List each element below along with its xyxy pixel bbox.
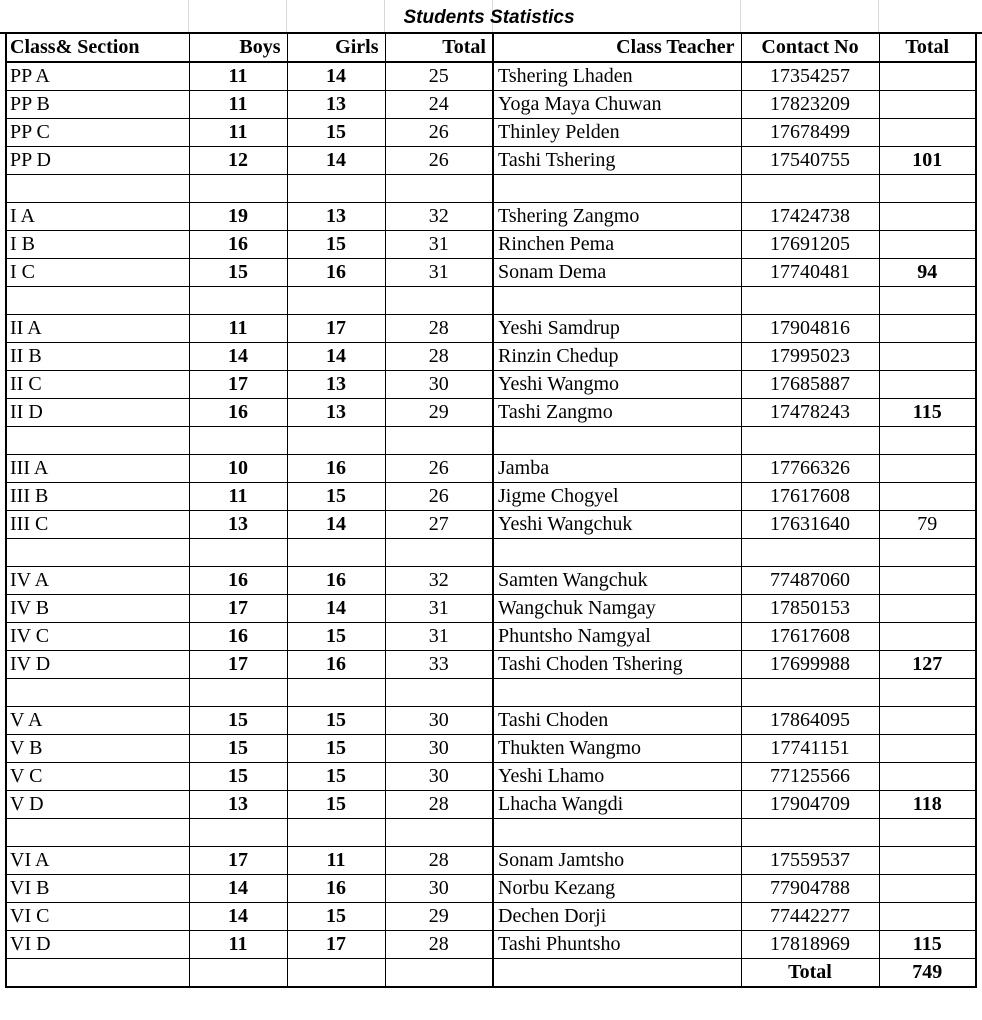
class-teacher-cell[interactable]: Tashi Choden Tshering	[493, 651, 741, 679]
contact-no-cell[interactable]: 17823209	[741, 91, 879, 119]
contact-no-cell[interactable]: 17766326	[741, 455, 879, 483]
total-cell[interactable]: 25	[385, 62, 493, 91]
group-total-cell[interactable]: 94	[879, 259, 976, 287]
class-section-cell[interactable]: V B	[6, 735, 189, 763]
class-section-cell[interactable]: V D	[6, 791, 189, 819]
boys-cell[interactable]: 10	[189, 455, 287, 483]
group-total-cell[interactable]	[879, 819, 976, 847]
table-row	[6, 651, 976, 679]
header-contact-no[interactable]: Contact No	[741, 33, 879, 63]
table-row	[6, 119, 976, 147]
total-cell[interactable]: 26	[385, 455, 493, 483]
class-teacher-cell[interactable]	[493, 959, 741, 988]
boys-cell[interactable]: 16	[189, 399, 287, 427]
group-total-cell[interactable]	[879, 175, 976, 203]
girls-cell[interactable]: 11	[287, 847, 385, 875]
table-row	[6, 399, 976, 427]
header-row	[6, 33, 976, 63]
contact-no-cell[interactable]: 17691205	[741, 231, 879, 259]
class-section-cell[interactable]: VI A	[6, 847, 189, 875]
class-section-cell[interactable]: I C	[6, 259, 189, 287]
class-section-cell[interactable]: I B	[6, 231, 189, 259]
boys-cell[interactable]: 11	[189, 931, 287, 959]
group-total-cell[interactable]: 115	[879, 399, 976, 427]
contact-no-cell[interactable]	[741, 287, 879, 315]
contact-no-cell[interactable]: 17424738	[741, 203, 879, 231]
contact-no-cell[interactable]: 17617608	[741, 623, 879, 651]
class-teacher-cell[interactable]	[493, 539, 741, 567]
class-teacher-cell[interactable]: Yoga Maya Chuwan	[493, 91, 741, 119]
total-cell[interactable]	[385, 819, 493, 847]
class-teacher-cell[interactable]: Jigme Chogyel	[493, 483, 741, 511]
table-row	[6, 595, 976, 623]
total-cell[interactable]: 28	[385, 791, 493, 819]
table-row	[6, 903, 976, 931]
class-teacher-cell[interactable]: Phuntsho Namgyal	[493, 623, 741, 651]
girls-cell[interactable]: 13	[287, 399, 385, 427]
total-cell[interactable]	[385, 679, 493, 707]
contact-no-cell[interactable]: 17559537	[741, 847, 879, 875]
class-teacher-cell[interactable]	[493, 819, 741, 847]
contact-no-cell[interactable]: 17741151	[741, 735, 879, 763]
class-teacher-cell[interactable]: Sonam Dema	[493, 259, 741, 287]
class-teacher-cell[interactable]	[493, 427, 741, 455]
boys-cell[interactable]: 11	[189, 62, 287, 91]
grand-total-value[interactable]: 749	[879, 959, 976, 988]
class-teacher-cell[interactable]: Yeshi Wangchuk	[493, 511, 741, 539]
blank-row	[6, 679, 976, 707]
contact-no-cell[interactable]: 17904816	[741, 315, 879, 343]
class-teacher-cell[interactable]: Yeshi Lhamo	[493, 763, 741, 791]
class-teacher-cell[interactable]	[493, 287, 741, 315]
group-total-cell[interactable]	[879, 875, 976, 903]
girls-cell[interactable]: 14	[287, 595, 385, 623]
group-total-cell[interactable]	[879, 62, 976, 91]
table-row	[6, 455, 976, 483]
group-total-cell[interactable]: 127	[879, 651, 976, 679]
contact-no-cell[interactable]	[741, 679, 879, 707]
header-class-section[interactable]: Class& Section	[6, 33, 189, 63]
boys-cell[interactable]: 11	[189, 91, 287, 119]
total-cell[interactable]: 28	[385, 315, 493, 343]
total-cell[interactable]: 28	[385, 847, 493, 875]
contact-no-cell[interactable]	[741, 539, 879, 567]
boys-cell[interactable]	[189, 287, 287, 315]
total-cell[interactable]	[385, 539, 493, 567]
class-section-cell[interactable]: PP D	[6, 147, 189, 175]
class-section-cell[interactable]: IV C	[6, 623, 189, 651]
class-section-cell[interactable]: PP A	[6, 62, 189, 91]
class-teacher-cell[interactable]: Tashi Zangmo	[493, 399, 741, 427]
group-total-cell[interactable]	[879, 427, 976, 455]
group-total-cell[interactable]	[879, 707, 976, 735]
class-teacher-cell[interactable]: Thinley Pelden	[493, 119, 741, 147]
class-section-cell[interactable]: VI C	[6, 903, 189, 931]
girls-cell[interactable]: 13	[287, 203, 385, 231]
girls-cell[interactable]: 16	[287, 651, 385, 679]
contact-no-cell[interactable]: 17995023	[741, 343, 879, 371]
contact-no-cell[interactable]: 17904709	[741, 791, 879, 819]
class-section-cell[interactable]: II D	[6, 399, 189, 427]
class-section-cell[interactable]	[6, 819, 189, 847]
group-total-cell[interactable]: 115	[879, 931, 976, 959]
boys-cell[interactable]: 15	[189, 763, 287, 791]
table-row	[6, 791, 976, 819]
group-total-cell[interactable]	[879, 203, 976, 231]
class-teacher-cell[interactable]: Sonam Jamtsho	[493, 847, 741, 875]
group-total-cell[interactable]: 79	[879, 511, 976, 539]
contact-no-cell[interactable]: 17617608	[741, 483, 879, 511]
class-section-cell[interactable]	[6, 959, 189, 988]
contact-no-cell[interactable]: 17540755	[741, 147, 879, 175]
class-teacher-cell[interactable]: Samten Wangchuk	[493, 567, 741, 595]
table-row	[6, 931, 976, 959]
total-cell[interactable]: 30	[385, 763, 493, 791]
boys-cell[interactable]	[189, 819, 287, 847]
total-cell[interactable]: 32	[385, 203, 493, 231]
girls-cell[interactable]: 15	[287, 791, 385, 819]
girls-cell[interactable]: 15	[287, 903, 385, 931]
class-section-cell[interactable]	[6, 287, 189, 315]
class-teacher-cell[interactable]: Tashi Tshering	[493, 147, 741, 175]
contact-no-cell[interactable]: 77487060	[741, 567, 879, 595]
table-row	[6, 343, 976, 371]
table-row	[6, 371, 976, 399]
class-teacher-cell[interactable]: Tashi Choden	[493, 707, 741, 735]
total-cell[interactable]: 26	[385, 483, 493, 511]
group-total-cell[interactable]	[879, 315, 976, 343]
group-total-cell[interactable]	[879, 539, 976, 567]
class-section-cell[interactable]: VI D	[6, 931, 189, 959]
class-teacher-cell[interactable]: Rinzin Chedup	[493, 343, 741, 371]
boys-cell[interactable]: 19	[189, 203, 287, 231]
girls-cell[interactable]: 15	[287, 735, 385, 763]
boys-cell[interactable]: 11	[189, 315, 287, 343]
class-teacher-cell[interactable]: Norbu Kezang	[493, 875, 741, 903]
boys-cell[interactable]	[189, 539, 287, 567]
contact-no-cell[interactable]	[741, 427, 879, 455]
boys-cell[interactable]: 15	[189, 735, 287, 763]
class-section-cell[interactable]: III B	[6, 483, 189, 511]
girls-cell[interactable]: 16	[287, 259, 385, 287]
girls-cell[interactable]: 16	[287, 875, 385, 903]
group-total-cell[interactable]	[879, 119, 976, 147]
total-cell[interactable]: 30	[385, 707, 493, 735]
boys-cell[interactable]: 16	[189, 567, 287, 595]
total-cell[interactable]: 32	[385, 567, 493, 595]
header-total[interactable]: Total	[385, 33, 493, 63]
class-section-cell[interactable]: II C	[6, 371, 189, 399]
contact-no-cell[interactable]: 77442277	[741, 903, 879, 931]
group-total-cell[interactable]	[879, 91, 976, 119]
girls-cell[interactable]: 14	[287, 62, 385, 91]
total-cell[interactable]	[385, 287, 493, 315]
table-row	[6, 315, 976, 343]
class-section-cell[interactable]	[6, 427, 189, 455]
class-section-cell[interactable]	[6, 539, 189, 567]
group-total-cell[interactable]: 101	[879, 147, 976, 175]
group-total-cell[interactable]	[879, 903, 976, 931]
contact-no-cell[interactable]: 17818969	[741, 931, 879, 959]
girls-cell[interactable]: 16	[287, 455, 385, 483]
table-row	[6, 62, 976, 91]
boys-cell[interactable]: 13	[189, 511, 287, 539]
class-section-cell[interactable]: II A	[6, 315, 189, 343]
class-section-cell[interactable]: V A	[6, 707, 189, 735]
girls-cell[interactable]: 17	[287, 315, 385, 343]
group-total-cell[interactable]	[879, 735, 976, 763]
girls-cell[interactable]: 17	[287, 931, 385, 959]
girls-cell[interactable]	[287, 679, 385, 707]
contact-no-cell[interactable]: 17354257	[741, 62, 879, 91]
total-cell[interactable]: 29	[385, 903, 493, 931]
boys-cell[interactable]: 17	[189, 847, 287, 875]
girls-cell[interactable]	[287, 175, 385, 203]
class-section-cell[interactable]: IV B	[6, 595, 189, 623]
table-row	[6, 623, 976, 651]
blank-row	[6, 427, 976, 455]
class-section-cell[interactable]: IV A	[6, 567, 189, 595]
boys-cell[interactable]: 14	[189, 343, 287, 371]
contact-no-cell[interactable]: 17864095	[741, 707, 879, 735]
class-teacher-cell[interactable]: Thukten Wangmo	[493, 735, 741, 763]
title-row	[0, 3, 982, 34]
girls-cell[interactable]: 15	[287, 119, 385, 147]
group-total-cell[interactable]	[879, 455, 976, 483]
contact-no-cell[interactable]: 17740481	[741, 259, 879, 287]
total-cell[interactable]: 31	[385, 595, 493, 623]
contact-no-cell[interactable]: 17678499	[741, 119, 879, 147]
boys-cell[interactable]: 17	[189, 595, 287, 623]
girls-cell[interactable]: 15	[287, 623, 385, 651]
boys-cell[interactable]	[189, 427, 287, 455]
girls-cell[interactable]	[287, 539, 385, 567]
girls-cell[interactable]: 14	[287, 511, 385, 539]
group-total-cell[interactable]	[879, 371, 976, 399]
table-row	[6, 735, 976, 763]
grand-total-label[interactable]: Total	[741, 959, 879, 988]
class-teacher-cell[interactable]	[493, 175, 741, 203]
group-total-cell[interactable]	[879, 483, 976, 511]
boys-cell[interactable]: 11	[189, 119, 287, 147]
total-cell[interactable]: 28	[385, 343, 493, 371]
class-teacher-cell[interactable]: Dechen Dorji	[493, 903, 741, 931]
group-total-cell[interactable]	[879, 763, 976, 791]
boys-cell[interactable]	[189, 959, 287, 988]
boys-cell[interactable]: 13	[189, 791, 287, 819]
girls-cell[interactable]: 14	[287, 147, 385, 175]
table-row	[6, 203, 976, 231]
girls-cell[interactable]: 13	[287, 371, 385, 399]
table-row	[6, 847, 976, 875]
girls-cell[interactable]: 16	[287, 567, 385, 595]
boys-cell[interactable]: 17	[189, 651, 287, 679]
girls-cell[interactable]: 15	[287, 763, 385, 791]
table-row	[6, 511, 976, 539]
contact-no-cell[interactable]: 17631640	[741, 511, 879, 539]
class-section-cell[interactable]	[6, 175, 189, 203]
class-section-cell[interactable]: III A	[6, 455, 189, 483]
girls-cell[interactable]	[287, 959, 385, 988]
grand-total-row	[6, 959, 976, 988]
table-row	[6, 567, 976, 595]
table-row	[6, 231, 976, 259]
class-section-cell[interactable]: PP B	[6, 91, 189, 119]
boys-cell[interactable]: 14	[189, 875, 287, 903]
contact-no-cell[interactable]	[741, 819, 879, 847]
girls-cell[interactable]: 15	[287, 707, 385, 735]
total-cell[interactable]	[385, 175, 493, 203]
class-section-cell[interactable]: II B	[6, 343, 189, 371]
group-total-cell[interactable]	[879, 231, 976, 259]
header-group-total[interactable]: Total	[879, 33, 976, 63]
table-row	[6, 147, 976, 175]
table-row	[6, 91, 976, 119]
girls-cell[interactable]	[287, 819, 385, 847]
class-teacher-cell[interactable]: Rinchen Pema	[493, 231, 741, 259]
total-cell[interactable]: 33	[385, 651, 493, 679]
sheet-title[interactable]: Students Statistics	[403, 7, 575, 28]
blank-row	[6, 539, 976, 567]
class-teacher-cell[interactable]: Tshering Zangmo	[493, 203, 741, 231]
group-total-cell[interactable]	[879, 847, 976, 875]
class-teacher-cell[interactable]: Wangchuk Namgay	[493, 595, 741, 623]
group-total-cell[interactable]	[879, 287, 976, 315]
boys-cell[interactable]: 14	[189, 903, 287, 931]
total-cell[interactable]: 31	[385, 623, 493, 651]
class-section-cell[interactable]: PP C	[6, 119, 189, 147]
girls-cell[interactable]: 15	[287, 483, 385, 511]
statistics-table	[5, 32, 977, 988]
total-cell[interactable]: 31	[385, 259, 493, 287]
total-cell[interactable]: 30	[385, 875, 493, 903]
girls-cell[interactable]: 15	[287, 231, 385, 259]
contact-no-cell[interactable]: 17685887	[741, 371, 879, 399]
total-cell[interactable]: 26	[385, 119, 493, 147]
boys-cell[interactable]: 16	[189, 231, 287, 259]
boys-cell[interactable]	[189, 679, 287, 707]
group-total-cell[interactable]	[879, 679, 976, 707]
table-row	[6, 259, 976, 287]
header-boys[interactable]: Boys	[189, 33, 287, 63]
girls-cell[interactable]	[287, 287, 385, 315]
class-teacher-cell[interactable]: Lhacha Wangdi	[493, 791, 741, 819]
contact-no-cell[interactable]: 17699988	[741, 651, 879, 679]
girls-cell[interactable]	[287, 427, 385, 455]
contact-no-cell[interactable]: 77125566	[741, 763, 879, 791]
boys-cell[interactable]: 12	[189, 147, 287, 175]
contact-no-cell[interactable]: 77904788	[741, 875, 879, 903]
header-girls[interactable]: Girls	[287, 33, 385, 63]
boys-cell[interactable]	[189, 175, 287, 203]
class-teacher-cell[interactable]: Yeshi Wangmo	[493, 371, 741, 399]
total-cell[interactable]	[385, 959, 493, 988]
contact-no-cell[interactable]: 17478243	[741, 399, 879, 427]
class-teacher-cell[interactable]: Tshering Lhaden	[493, 62, 741, 91]
blank-row	[6, 175, 976, 203]
girls-cell[interactable]: 14	[287, 343, 385, 371]
total-cell[interactable]: 27	[385, 511, 493, 539]
table-row	[6, 707, 976, 735]
girls-cell[interactable]: 13	[287, 91, 385, 119]
class-section-cell[interactable]: VI B	[6, 875, 189, 903]
class-teacher-cell[interactable]	[493, 679, 741, 707]
table-row	[6, 875, 976, 903]
class-section-cell[interactable]: V C	[6, 763, 189, 791]
group-total-cell[interactable]	[879, 343, 976, 371]
total-cell[interactable]: 31	[385, 231, 493, 259]
blank-row	[6, 287, 976, 315]
boys-cell[interactable]: 16	[189, 623, 287, 651]
boys-cell[interactable]: 15	[189, 259, 287, 287]
contact-no-cell[interactable]: 17850153	[741, 595, 879, 623]
blank-row	[6, 819, 976, 847]
class-teacher-cell[interactable]: Tashi Phuntsho	[493, 931, 741, 959]
group-total-cell[interactable]: 118	[879, 791, 976, 819]
group-total-cell[interactable]	[879, 623, 976, 651]
class-teacher-cell[interactable]: Jamba	[493, 455, 741, 483]
table-row	[6, 483, 976, 511]
group-total-cell[interactable]	[879, 567, 976, 595]
class-section-cell[interactable]: III C	[6, 511, 189, 539]
class-section-cell[interactable]: IV D	[6, 651, 189, 679]
class-teacher-cell[interactable]: Yeshi Samdrup	[493, 315, 741, 343]
boys-cell[interactable]: 15	[189, 707, 287, 735]
class-section-cell[interactable]: I A	[6, 203, 189, 231]
group-total-cell[interactable]	[879, 595, 976, 623]
total-cell[interactable]	[385, 427, 493, 455]
total-cell[interactable]: 30	[385, 735, 493, 763]
total-cell[interactable]: 28	[385, 931, 493, 959]
table-row	[6, 763, 976, 791]
total-cell[interactable]: 29	[385, 399, 493, 427]
boys-cell[interactable]: 11	[189, 483, 287, 511]
contact-no-cell[interactable]	[741, 175, 879, 203]
header-class-teacher[interactable]: Class Teacher	[493, 33, 741, 63]
boys-cell[interactable]: 17	[189, 371, 287, 399]
total-cell[interactable]: 24	[385, 91, 493, 119]
class-section-cell[interactable]	[6, 679, 189, 707]
total-cell[interactable]: 26	[385, 147, 493, 175]
total-cell[interactable]: 30	[385, 371, 493, 399]
